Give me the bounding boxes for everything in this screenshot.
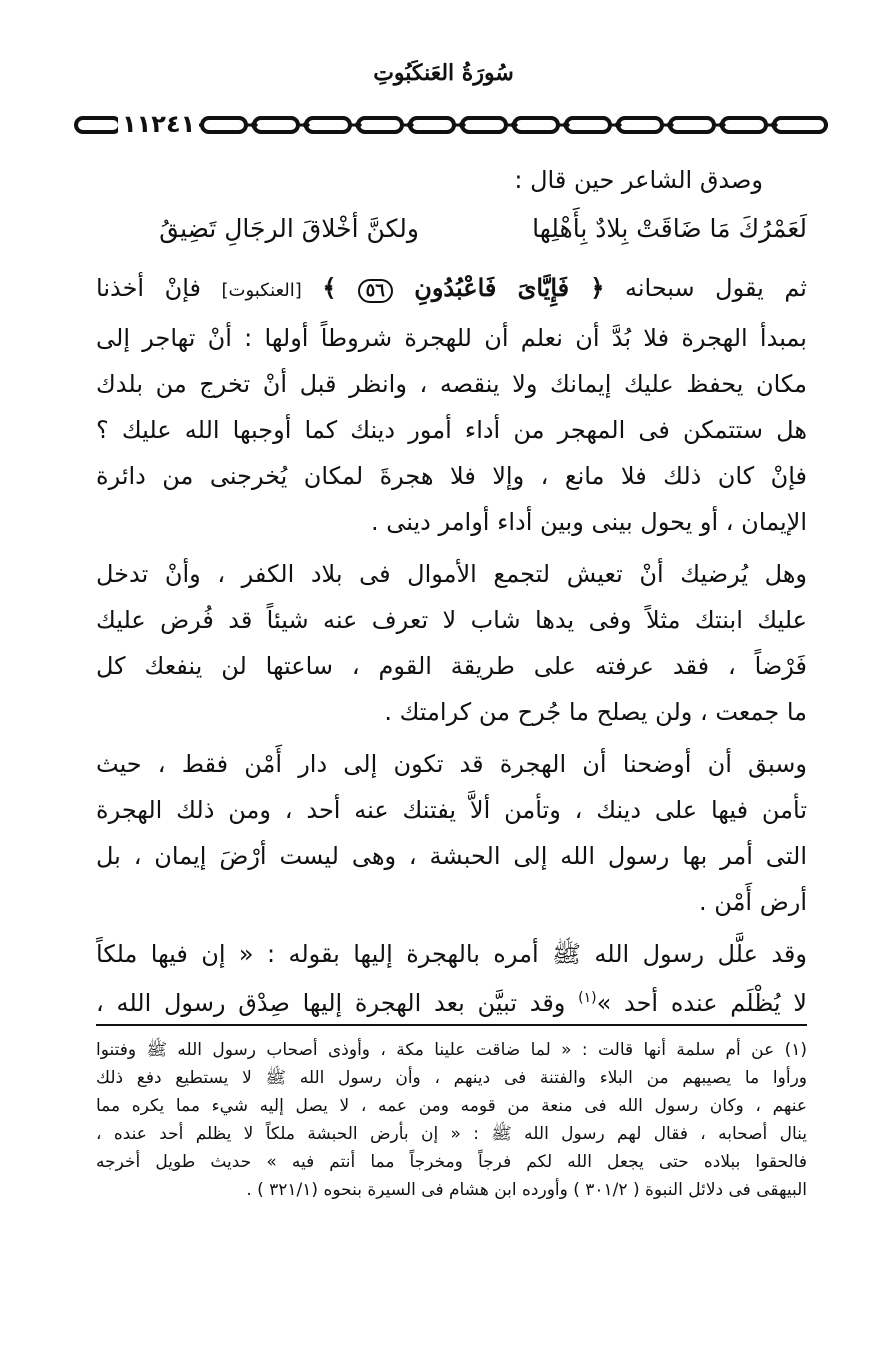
ayah-number-badge: ٥٦ [358,279,393,303]
footnote-separator [96,1024,807,1026]
text-line: الإيمان ، أو يحول بينى وبين أداء أوامر دينى . [370,508,807,536]
text-line: تأمن فيها على دينك ، وتأمن ألاَّ يفتنك عنه أحد ، ومن ذلك الهجرة [96,796,807,824]
page-number: ١١٢٤١ [118,111,199,137]
text-line: وصدق الشاعر حين قال : [514,166,763,194]
footnote-line: البيهقى فى دلائل النبوة ( ٣٠١/٢ ) وأورده ابن هشام فى السيرة بنحوه (٣٢١/١ ) . [246,1180,807,1200]
text-line: عليك ابنتك مثلاً وفى يدها شاب لا تعرف عنه شيئاً قد فُرض عليك [96,606,807,634]
quran-text: ﴿ فَإِيَّاىَ فَاعْبُدُونِ [414,273,605,302]
text-line: فَرْضاً ، فقد عرفته على طريقة القوم ، ساعتها لن ينفعك كل [96,652,807,680]
footnote-line: فالحقوا ببلاده حتى يجعل الله لكم فرجاً ومخرجاً مما أنتم فيه » حديث طويل أخرجه [96,1152,807,1172]
text-segment: وقد تبيَّن بعد الهجرة إليها صِدْق رسول الله ، [96,989,566,1017]
footnote-reference: (١) [578,990,597,1006]
text-line: وقد علَّل رسول الله ﷺ أمره بالهجرة إليها بقوله : « إن فيها ملكاً [96,940,807,968]
text-line: التى أمر بها رسول الله إلى الحبشة ، وهى ليست أرْضَ إيمان ، بل [96,842,807,870]
text-line: أرض أَمْن . [699,888,807,916]
footnote-line: ورأوا ما يصيبهم من البلاء والفتنة فى دينهم ، وأن رسول الله ﷺ لا يستطيع دفع ذلك [96,1068,807,1088]
quran-verse: ﴿ فَإِيَّاىَ فَاعْبُدُونِ ٥٦ ﴾ [322,273,605,302]
text-line: فإنْ كان ذلك فلا مانع ، وإلا فلا هجرةَ لمكان يُخرجنى من دائرة [96,462,807,490]
text-segment: لا يُظْلَم عنده أحد » [596,989,807,1017]
text-segment: فإنْ أخذنا [96,274,202,302]
text-line: هل ستتمكن فى المهجر من أداء أمور دينك كما أوجبها الله عليك ؟ [96,416,807,444]
poem-hemistich-first: لَعَمْرُكَ مَا ضَاقَتْ بِلادٌ بِأَهْلِها [532,214,807,243]
footnote-line: (١) عن أم سلمة أنها قالت : « لما ضاقت علينا مكة ، وأوذى أصحاب رسول الله ﷺ وفتنوا [96,1040,807,1060]
text-line-with-footnote-ref [96,976,807,1025]
text-line: وهل يُرضيك أنْ تعيش لتجمع الأموال فى بلاد الكفر ، وأنْ تدخل [96,560,807,588]
footnote-line: عنهم ، وكان رسول الله فى منعة من قومه ومن عمه ، لا يصل إليه شيء مما يكره مما [96,1096,807,1116]
text-line: وسبق أن أوضحنا أن الهجرة قد تكون إلى دار أَمْن فقط ، حيث [96,750,807,778]
sura-title: سُورَةُ العَنكَبُوتِ [373,60,514,86]
footnote-line: ينال أصحابه ، فقال لهم رسول الله ﷺ : « إن بأرض الحبشة ملكاً لا يظلم أحد عنده ، [96,1124,807,1144]
text-line-with-quran [96,266,807,313]
text-line: مكان يحفظ عليك إيمانك ولا ينقصه ، وانظر قبل أنْ تخرج من بلدك [96,370,807,398]
sura-reference: [العنكبوت] [221,280,302,301]
text-line: بمبدأ الهجرة فلا بُدَّ أن نعلم أن للهجرة شروطاً أولها : أنْ تهاجر إلى [96,324,807,352]
text-segment: ثم يقول سبحانه [624,274,807,302]
text-line: ما جمعت ، ولن يصلح ما جُرح من كرامتك . [384,698,807,726]
poem-hemistich-second: ولكنَّ أخْلاقَ الرجَالِ تَضِيقُ [159,214,419,243]
